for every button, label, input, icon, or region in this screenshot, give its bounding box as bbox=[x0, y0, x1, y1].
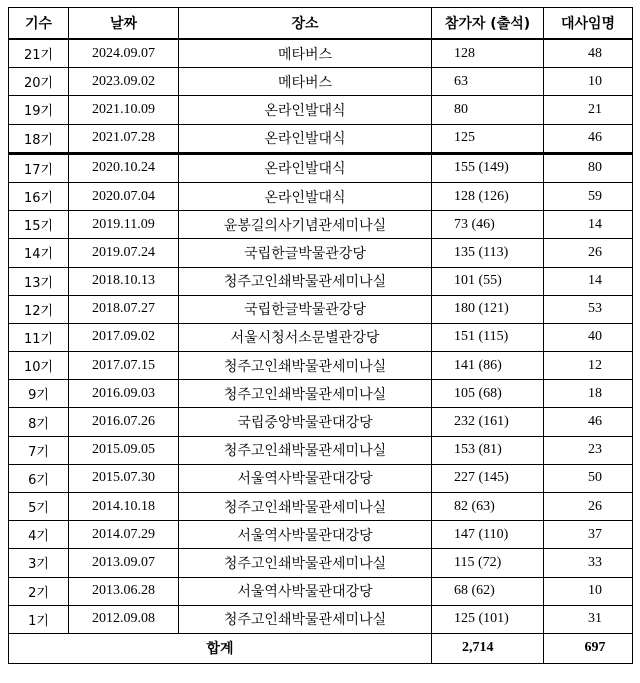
header-generation: 기수 bbox=[9, 8, 69, 40]
date-cell: 2014.10.18 bbox=[69, 493, 179, 521]
table-row bbox=[9, 124, 633, 153]
generation-cell: 12기 bbox=[9, 295, 69, 323]
attendees-cell: 115 (72) bbox=[432, 549, 544, 577]
ambassadors-cell: 10 bbox=[544, 577, 633, 605]
header-ambassadors: 대사임명 bbox=[544, 8, 633, 40]
place-cell: 국립중앙박물관대강당 bbox=[179, 408, 432, 436]
attendees-cell: 68 (62) bbox=[432, 577, 544, 605]
place-cell: 청주고인쇄박물관세미나실 bbox=[179, 549, 432, 577]
place-cell: 청주고인쇄박물관세미나실 bbox=[179, 605, 432, 633]
table-row bbox=[9, 323, 633, 351]
generation-cell: 11기 bbox=[9, 323, 69, 351]
place-cell: 서울역사박물관대강당 bbox=[179, 464, 432, 492]
ambassadors-cell: 53 bbox=[544, 295, 633, 323]
generation-cell: 10기 bbox=[9, 352, 69, 380]
total-ambassadors: 697 bbox=[544, 633, 633, 663]
attendees-cell: 151 (115) bbox=[432, 323, 544, 351]
header-row bbox=[9, 8, 633, 40]
attendees-cell: 153 (81) bbox=[432, 436, 544, 464]
place-cell: 윤봉길의사기념관세미나실 bbox=[179, 211, 432, 239]
table-row bbox=[9, 153, 633, 182]
ambassadors-cell: 14 bbox=[544, 267, 633, 295]
ambassador-history-table bbox=[8, 7, 633, 664]
place-cell: 서울시청서소문별관강당 bbox=[179, 323, 432, 351]
table-row bbox=[9, 267, 633, 295]
attendees-cell: 135 (113) bbox=[432, 239, 544, 267]
ambassadors-cell: 14 bbox=[544, 211, 633, 239]
table-row bbox=[9, 211, 633, 239]
table-row bbox=[9, 549, 633, 577]
place-cell: 메타버스 bbox=[179, 68, 432, 96]
generation-cell: 6기 bbox=[9, 464, 69, 492]
date-cell: 2019.11.09 bbox=[69, 211, 179, 239]
date-cell: 2018.07.27 bbox=[69, 295, 179, 323]
table-row bbox=[9, 96, 633, 124]
generation-cell: 8기 bbox=[9, 408, 69, 436]
date-cell: 2015.07.30 bbox=[69, 464, 179, 492]
date-cell: 2015.09.05 bbox=[69, 436, 179, 464]
generation-cell: 15기 bbox=[9, 211, 69, 239]
date-cell: 2021.10.09 bbox=[69, 96, 179, 124]
date-cell: 2012.09.08 bbox=[69, 605, 179, 633]
generation-cell: 20기 bbox=[9, 68, 69, 96]
total-row bbox=[9, 633, 633, 663]
date-cell: 2016.07.26 bbox=[69, 408, 179, 436]
table-row bbox=[9, 182, 633, 210]
attendees-cell: 80 bbox=[432, 96, 544, 124]
generation-cell: 3기 bbox=[9, 549, 69, 577]
ambassadors-cell: 48 bbox=[544, 39, 633, 68]
ambassadors-cell: 50 bbox=[544, 464, 633, 492]
place-cell: 온라인발대식 bbox=[179, 124, 432, 153]
table-row bbox=[9, 408, 633, 436]
table-row bbox=[9, 352, 633, 380]
place-cell: 청주고인쇄박물관세미나실 bbox=[179, 436, 432, 464]
place-cell: 청주고인쇄박물관세미나실 bbox=[179, 267, 432, 295]
place-cell: 온라인발대식 bbox=[179, 182, 432, 210]
date-cell: 2023.09.02 bbox=[69, 68, 179, 96]
attendees-cell: 147 (110) bbox=[432, 521, 544, 549]
generation-cell: 14기 bbox=[9, 239, 69, 267]
generation-cell: 9기 bbox=[9, 380, 69, 408]
place-cell: 온라인발대식 bbox=[179, 96, 432, 124]
ambassadors-cell: 10 bbox=[544, 68, 633, 96]
ambassadors-cell: 46 bbox=[544, 408, 633, 436]
header-place: 장소 bbox=[179, 8, 432, 40]
table-row bbox=[9, 380, 633, 408]
table-row bbox=[9, 521, 633, 549]
ambassadors-cell: 12 bbox=[544, 352, 633, 380]
date-cell: 2020.07.04 bbox=[69, 182, 179, 210]
table-row bbox=[9, 295, 633, 323]
date-cell: 2013.09.07 bbox=[69, 549, 179, 577]
attendees-cell: 141 (86) bbox=[432, 352, 544, 380]
ambassadors-cell: 37 bbox=[544, 521, 633, 549]
attendees-cell: 125 (101) bbox=[432, 605, 544, 633]
attendees-cell: 63 bbox=[432, 68, 544, 96]
generation-cell: 2기 bbox=[9, 577, 69, 605]
attendees-cell: 125 bbox=[432, 124, 544, 153]
attendees-cell: 105 (68) bbox=[432, 380, 544, 408]
total-label: 합계 bbox=[9, 633, 432, 663]
date-cell: 2020.10.24 bbox=[69, 153, 179, 182]
place-cell: 청주고인쇄박물관세미나실 bbox=[179, 380, 432, 408]
ambassadors-cell: 59 bbox=[544, 182, 633, 210]
date-cell: 2014.07.29 bbox=[69, 521, 179, 549]
attendees-cell: 128 (126) bbox=[432, 182, 544, 210]
ambassadors-cell: 80 bbox=[544, 153, 633, 182]
generation-cell: 16기 bbox=[9, 182, 69, 210]
attendees-cell: 155 (149) bbox=[432, 153, 544, 182]
attendees-cell: 73 (46) bbox=[432, 211, 544, 239]
total-attendees: 2,714 bbox=[432, 633, 544, 663]
table-row bbox=[9, 39, 633, 68]
ambassadors-cell: 18 bbox=[544, 380, 633, 408]
attendees-cell: 82 (63) bbox=[432, 493, 544, 521]
place-cell: 서울역사박물관대강당 bbox=[179, 521, 432, 549]
ambassadors-cell: 31 bbox=[544, 605, 633, 633]
table-row bbox=[9, 605, 633, 633]
ambassadors-cell: 23 bbox=[544, 436, 633, 464]
ambassadors-cell: 33 bbox=[544, 549, 633, 577]
attendees-cell: 128 bbox=[432, 39, 544, 68]
table-row bbox=[9, 577, 633, 605]
attendees-cell: 101 (55) bbox=[432, 267, 544, 295]
header-attendees: 참가자 (출석) bbox=[432, 8, 544, 40]
ambassadors-cell: 46 bbox=[544, 124, 633, 153]
generation-cell: 17기 bbox=[9, 153, 69, 182]
date-cell: 2021.07.28 bbox=[69, 124, 179, 153]
ambassadors-cell: 26 bbox=[544, 239, 633, 267]
generation-cell: 1기 bbox=[9, 605, 69, 633]
ambassadors-cell: 26 bbox=[544, 493, 633, 521]
place-cell: 국립한글박물관강당 bbox=[179, 295, 432, 323]
date-cell: 2016.09.03 bbox=[69, 380, 179, 408]
generation-cell: 18기 bbox=[9, 124, 69, 153]
date-cell: 2017.09.02 bbox=[69, 323, 179, 351]
attendees-cell: 232 (161) bbox=[432, 408, 544, 436]
table-row bbox=[9, 436, 633, 464]
place-cell: 청주고인쇄박물관세미나실 bbox=[179, 352, 432, 380]
generation-cell: 7기 bbox=[9, 436, 69, 464]
generation-cell: 19기 bbox=[9, 96, 69, 124]
place-cell: 온라인발대식 bbox=[179, 153, 432, 182]
generation-cell: 5기 bbox=[9, 493, 69, 521]
ambassadors-cell: 21 bbox=[544, 96, 633, 124]
place-cell: 청주고인쇄박물관세미나실 bbox=[179, 493, 432, 521]
table-row bbox=[9, 68, 633, 96]
generation-cell: 4기 bbox=[9, 521, 69, 549]
generation-cell: 21기 bbox=[9, 39, 69, 68]
generation-cell: 13기 bbox=[9, 267, 69, 295]
attendees-cell: 227 (145) bbox=[432, 464, 544, 492]
date-cell: 2013.06.28 bbox=[69, 577, 179, 605]
header-date: 날짜 bbox=[69, 8, 179, 40]
attendees-cell: 180 (121) bbox=[432, 295, 544, 323]
place-cell: 국립한글박물관강당 bbox=[179, 239, 432, 267]
date-cell: 2018.10.13 bbox=[69, 267, 179, 295]
place-cell: 메타버스 bbox=[179, 39, 432, 68]
table-row bbox=[9, 464, 633, 492]
place-cell: 서울역사박물관대강당 bbox=[179, 577, 432, 605]
table-row bbox=[9, 239, 633, 267]
date-cell: 2024.09.07 bbox=[69, 39, 179, 68]
table-row bbox=[9, 493, 633, 521]
ambassadors-cell: 40 bbox=[544, 323, 633, 351]
date-cell: 2019.07.24 bbox=[69, 239, 179, 267]
date-cell: 2017.07.15 bbox=[69, 352, 179, 380]
